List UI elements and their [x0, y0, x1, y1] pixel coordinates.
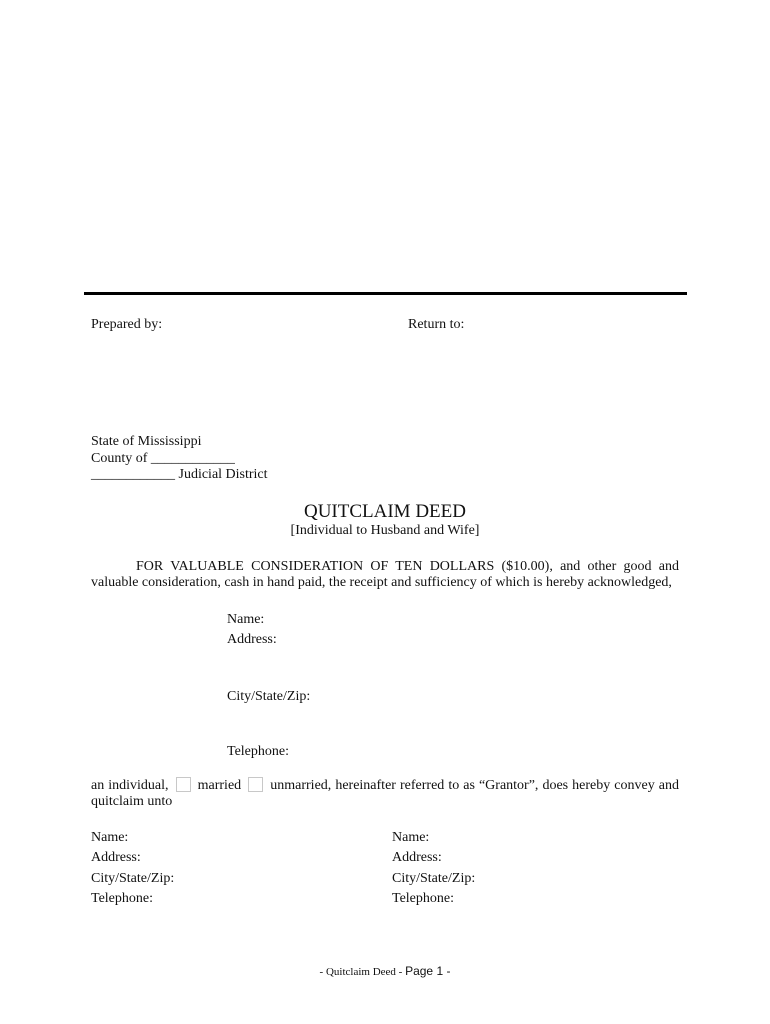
consideration-line-2: valuable consideration, cash in hand paid, the receipt and sufficiency of which is hereby acknowledged, [91, 575, 672, 590]
grantor-status-line-2: quitclaim unto [91, 794, 173, 809]
grantee2-name-label: Name: [392, 830, 430, 845]
grantor-telephone-label: Telephone: [227, 744, 289, 759]
footer-doc-name: - Quitclaim Deed - [319, 966, 403, 978]
consideration-paragraph [91, 559, 679, 591]
grantor-city-label: City/State/Zip: [227, 689, 311, 704]
married-checkbox[interactable] [176, 777, 191, 792]
grantor-status-paragraph [91, 777, 679, 810]
unmarried-checkbox[interactable] [248, 777, 263, 792]
state-line: State of Mississippi [91, 434, 202, 449]
document-subtitle: [Individual to Husband and Wife] [290, 523, 480, 538]
grantee1-address-label: Address: [91, 850, 141, 865]
grantee1-telephone-label: Telephone: [91, 891, 153, 906]
grantee1-city-label: City/State/Zip: [91, 871, 175, 886]
county-line: County of ____________ [91, 451, 235, 466]
document-title: QUITCLAIM DEED [303, 501, 466, 522]
return-to-label: Return to: [408, 317, 465, 332]
judicial-district-line: ____________ Judicial District [91, 467, 268, 482]
grantor-name-label: Name: [227, 612, 265, 627]
header-rule [84, 292, 687, 295]
grantee2-address-label: Address: [392, 850, 442, 865]
page-footer [0, 964, 770, 979]
grantor-status-line-1: an individual, married unmarried, hereinafter referred to as “Grantor”, does hereby convey and [91, 778, 679, 793]
grantor-address-label: Address: [227, 632, 277, 647]
grantee2-city-label: City/State/Zip: [392, 871, 476, 886]
footer-page-number: Page 1 - [405, 964, 451, 978]
grantee1-name-label: Name: [91, 830, 129, 845]
consideration-line-1: FOR VALUABLE CONSIDERATION OF TEN DOLLARS ($10.00), and other good and [136, 559, 679, 574]
grantee2-telephone-label: Telephone: [392, 891, 454, 906]
prepared-by-label: Prepared by: [91, 317, 163, 332]
